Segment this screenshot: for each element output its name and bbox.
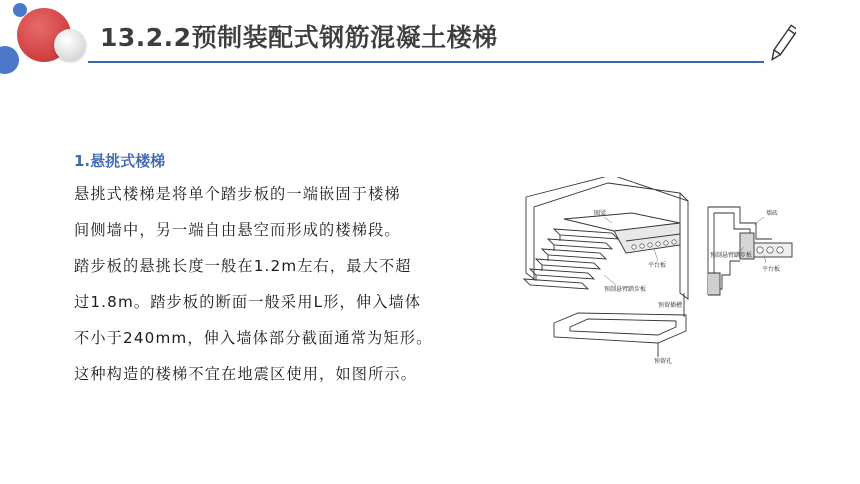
decor-circle-gray <box>54 29 86 61</box>
cantilever-stair-figure <box>508 177 794 364</box>
body-line: 踏步板的悬挑长度一般在1.2m左右，最大不超 <box>74 257 412 275</box>
slide-title: 13.2.2预制装配式钢筋混凝土楼梯 <box>100 23 498 52</box>
label-platform-slab-section: 平台板 <box>762 266 781 273</box>
body-line: 这种构造的楼梯不宜在地震区使用，如图所示。 <box>74 365 418 383</box>
label-prefab-step-section: 预制悬臂踏步板 <box>710 252 753 259</box>
label-platform-slab: 平台板 <box>648 262 667 269</box>
body-paragraph <box>74 176 474 392</box>
title-underline <box>88 61 764 63</box>
label-brick-wall: 墙砖 <box>766 210 779 217</box>
pencil-icon <box>770 22 796 66</box>
body-line: 不小于240mm，伸入墙体部分截面通常为矩形。 <box>74 329 433 347</box>
label-ring-beam: 圈梁 <box>594 210 607 217</box>
body-line: 间侧墙中，另一端自由悬空而形成的楼梯段。 <box>74 221 401 239</box>
label-reserved-hole: 预留孔 <box>654 358 673 364</box>
section-cores <box>757 247 783 253</box>
decor-circle-blue <box>0 46 19 74</box>
label-reserved-slot: 预留插槽 <box>658 302 683 309</box>
body-line: 悬挑式楼梯是将单个踏步板的一端嵌固于楼梯 <box>74 185 401 203</box>
body-line: 过1.8m。踏步板的断面一般采用L形，伸入墙体 <box>74 293 422 311</box>
section-heading: 1.悬挑式楼梯 <box>74 152 166 170</box>
label-prefab-step: 预制悬臂踏步板 <box>604 286 647 293</box>
